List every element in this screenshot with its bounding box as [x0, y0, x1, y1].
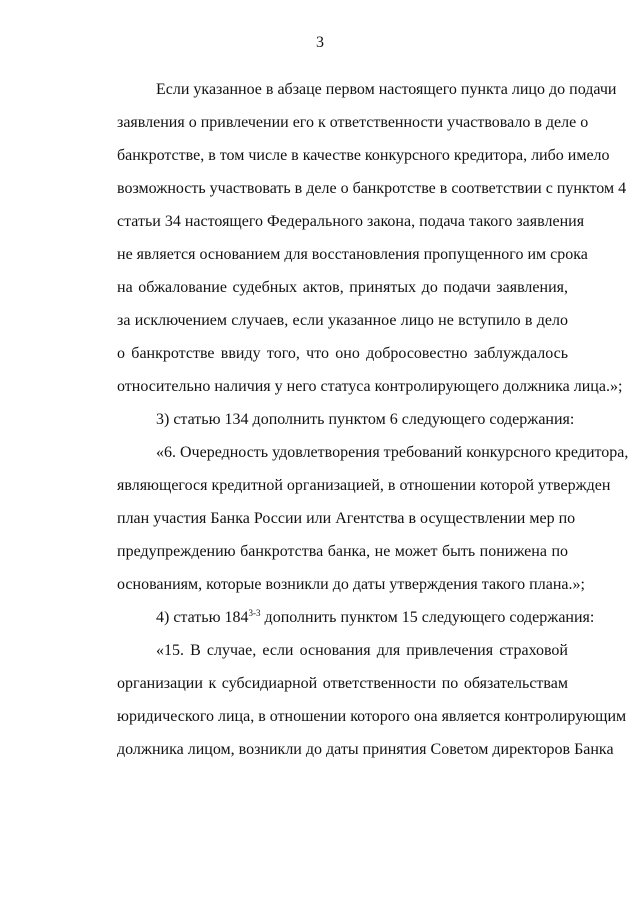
text-line: на обжалование судебных актов, принятых до подачи заявления,: [117, 279, 568, 296]
text-line: о банкротстве ввиду того, что оно добросовестно заблуждалось: [117, 345, 568, 362]
text-line: заявления о привлечении его к ответственности участвовало в деле о: [117, 114, 589, 131]
page-number: 3: [316, 34, 324, 51]
text-line: план участия Банка России или Агентства в осуществлении мер по: [117, 510, 576, 527]
paragraph-2: [78, 403, 575, 436]
text-line: «15. В случае, если основания для привлечения страховой: [156, 642, 568, 659]
text-line: должника лицом, возникли до даты принятия Советом директоров Банка: [117, 741, 614, 758]
paragraph-1: [78, 73, 627, 403]
text-line: банкротстве, в том числе в качестве конкурсного кредитора, либо имело: [117, 147, 610, 164]
text-fragment: 4) статью 184: [156, 609, 249, 626]
text-line: относительно наличия у него статуса контролирующего должника лица.»;: [117, 378, 623, 395]
text-line: за исключением случаев, если указанное лицо не вступило в дело: [117, 312, 568, 329]
text-line: основаниям, которые возникли до даты утверждения такого плана.»;: [117, 576, 585, 593]
paragraph-4: [78, 601, 595, 634]
text-line: не является основанием для восстановления пропущенного им срока: [117, 246, 588, 263]
text-line: [78, 601, 595, 634]
text-line: 3) статью 134 дополнить пунктом 6 следующего содержания:: [156, 411, 575, 428]
text-line: Если указанное в абзаце первом настоящего пункта лицо до подачи: [156, 81, 617, 98]
text-line: юридического лица, в отношении которого она является контролирующим: [117, 708, 627, 725]
text-line: предупреждению банкротства банка, не может быть понижена по: [117, 543, 568, 560]
text-line: являющегося кредитной организацией, в отношении которой утвержден: [117, 477, 611, 494]
text-line: возможность участвовать в деле о банкротстве в соответствии с пунктом 4: [117, 180, 627, 197]
paragraph-5: [78, 634, 627, 766]
text-line: организации к субсидиарной ответственности по обязательствам: [117, 675, 568, 692]
paragraph-3: [78, 436, 629, 601]
text-line: статьи 34 настоящего Федерального закона, подача такого заявления: [117, 213, 585, 230]
text-fragment: дополнить пунктом 15 следующего содержания:: [260, 609, 595, 626]
superscript-number: 3-3: [248, 608, 261, 618]
text-line: «6. Очередность удовлетворения требований конкурсного кредитора,: [156, 444, 629, 461]
document-body: [78, 73, 629, 766]
